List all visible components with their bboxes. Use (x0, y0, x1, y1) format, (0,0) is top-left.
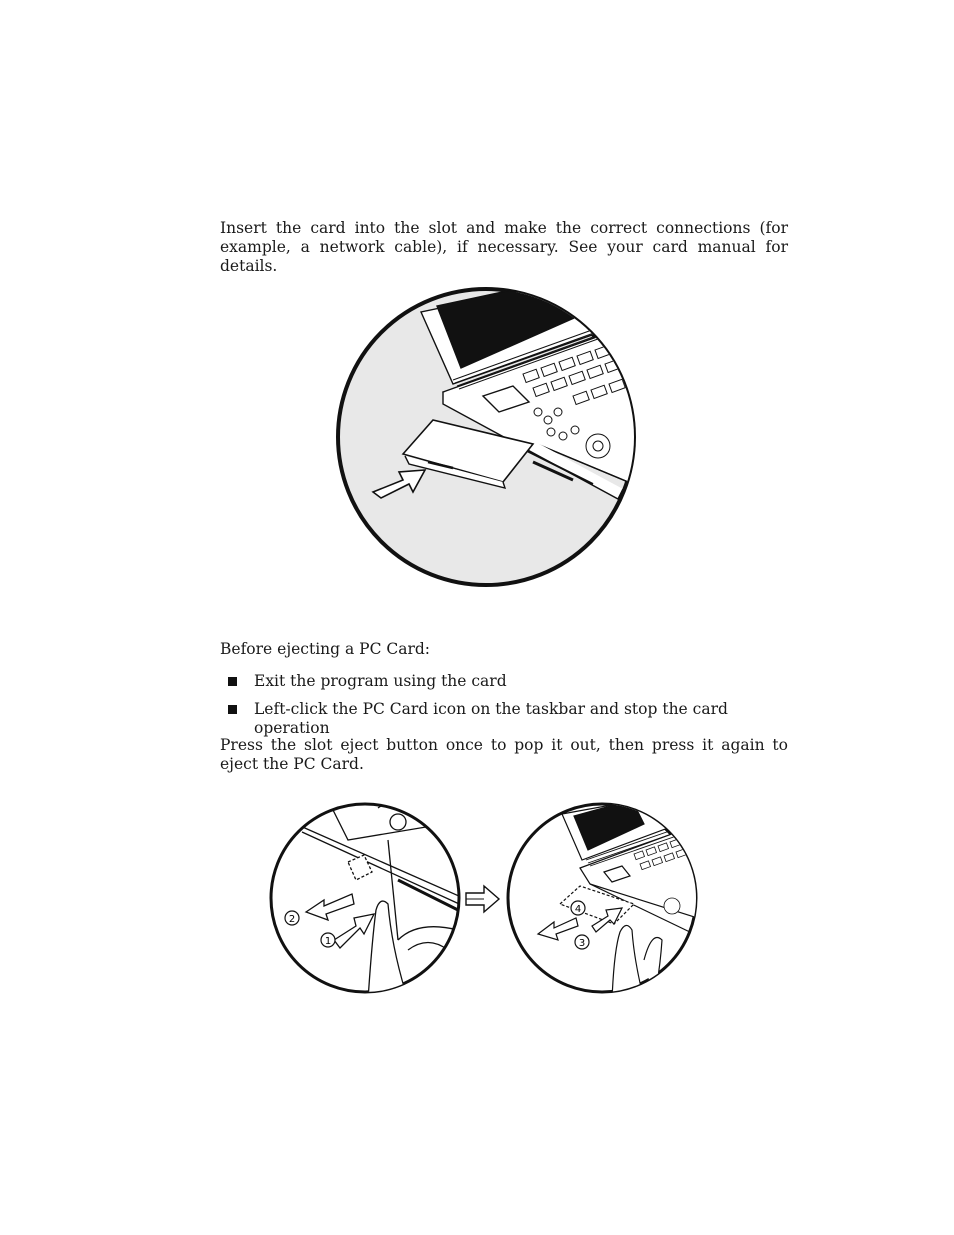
step-3-label: 3 (578, 938, 586, 949)
before-eject-text: Before ejecting a PC Card: (220, 640, 431, 658)
insert-instructions: Insert the card into the slot and make the correct connections (for example, a network cable), if necessary. See your card manual for details. (220, 219, 788, 275)
eject-button-illustration (268, 800, 462, 996)
step-1-label: 1 (324, 936, 332, 947)
bullet-square-icon (228, 677, 237, 686)
step-4-label: 4 (574, 904, 582, 915)
bullet-square-icon (228, 705, 237, 714)
step-2-label: 2 (288, 914, 296, 925)
press-eject-text: Press the slot eject button once to pop it out, then press it again to eject the PC Card. (220, 736, 788, 773)
next-step-arrow-icon (464, 884, 502, 914)
list-item: Left-click the PC Card icon on the taskbar and stop the card operation (228, 700, 808, 738)
list-item: Exit the program using the card (228, 672, 808, 691)
insert-card-illustration (333, 284, 639, 590)
remove-card-illustration (504, 800, 700, 996)
